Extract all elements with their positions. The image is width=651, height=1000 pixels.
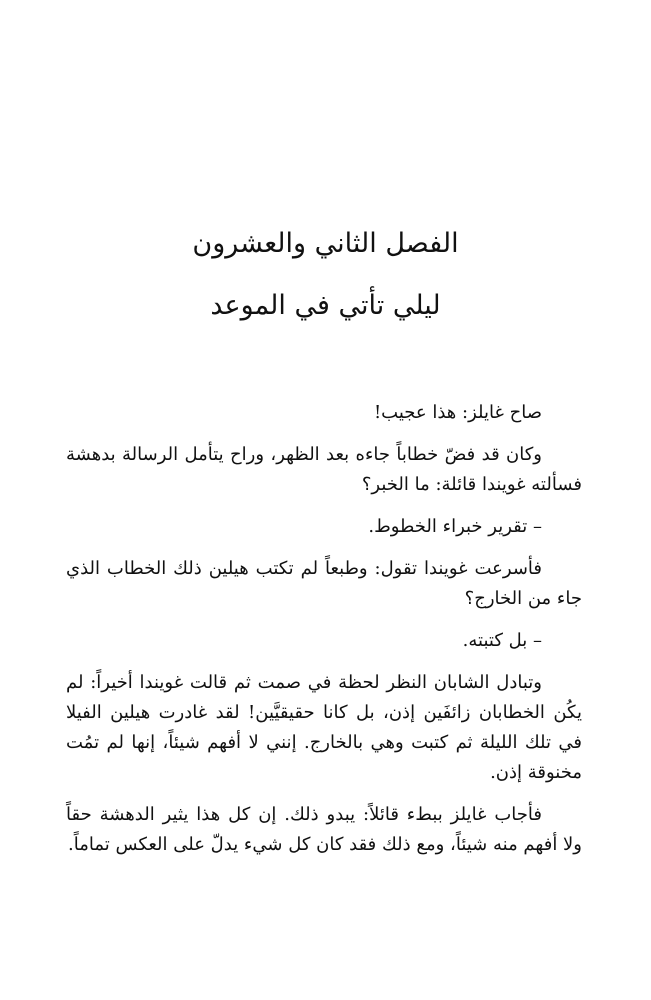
paragraph: فأجاب غايلز ببطء قائلاً: يبدو ذلك. إن كل هذا يثير الدهشة حقاً ولا أفهم منه شيئاً، ومع ذلك فقد كان كل شيء يدلّ على العكس تماماً.	[66, 804, 582, 855]
chapter-subtitle: ليلي تأتي في الموعد	[210, 290, 441, 321]
paragraph: صاح غايلز: هذا عجيب!	[373, 402, 542, 423]
paragraph: فأسرعت غويندا تقول: وطبعاً لم تكتب هيلين ذلك الخطاب الذي جاء من الخارج؟	[66, 558, 582, 609]
chapter-header	[0, 218, 651, 332]
paragraph: وتبادل الشابان النظر لحظة في صمت ثم قالت غويندا أخيراً: لم يكُن الخطابان زائفَين إذن، بل كانا حقيقيَّين! لقد غادرت هيلين الفيلا في تلك الليلة ثم كتبت وهي بالخارج. إنني لا أفهم شيئاً، إنها لم تمُت مخنوقة إذن.	[66, 672, 582, 783]
paragraph: وكان قد فضّ خطاباً جاءه بعد الظهر، وراح يتأمل الرسالة بدهشة فسألته غويندا قائلة: ما الخبر؟	[66, 444, 582, 495]
chapter-body	[66, 398, 582, 872]
chapter-title: الفصل الثاني والعشرون	[192, 228, 459, 259]
dialogue-line: – تقرير خبراء الخطوط.	[368, 516, 542, 537]
dialogue-line: – بل كتبته.	[462, 630, 542, 651]
